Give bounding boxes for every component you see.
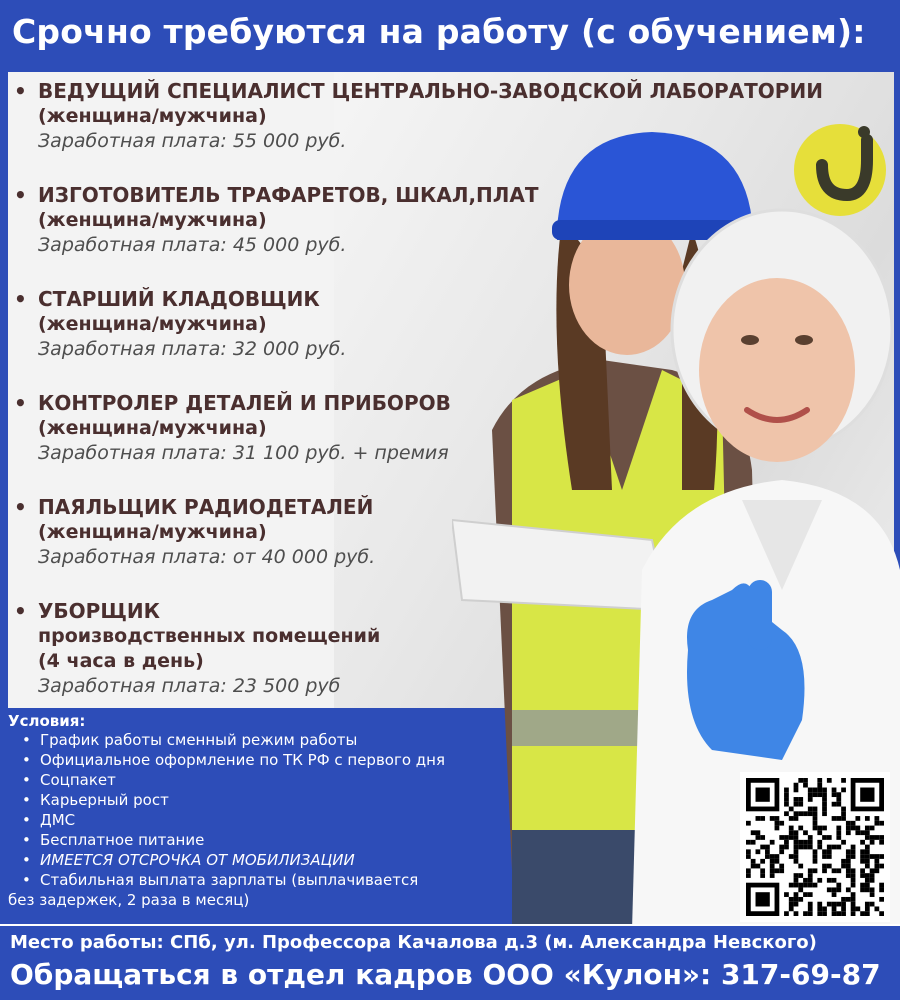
job-item [14,494,514,570]
condition-continuation: без задержек, 2 раза в месяц) [8,891,250,909]
condition-item [8,870,508,890]
job-salary: Заработная плата: 32 000 руб. [38,338,347,360]
condition-item [8,730,508,750]
page-title: Срочно требуются на работу (с обучением): [12,12,866,51]
condition-text: ДМС [40,811,76,829]
bullet-icon: • [22,771,31,789]
job-salary: Заработная плата: 45 000 руб. [38,234,347,256]
job-title-text: СТАРШИЙ КЛАДОВЩИК [38,287,320,311]
condition-item [8,770,508,790]
condition-text: Бесплатное питание [40,831,205,849]
job-title [14,78,823,104]
job-salary: Заработная плата: 31 100 руб. + премия [38,442,449,464]
bullet-icon: • [14,599,27,623]
condition-item [8,790,508,810]
job-title [14,286,514,312]
qr-code-icon [746,778,884,916]
condition-item [8,810,508,830]
job-gender: (женщина/мужчина) [38,417,267,439]
bullet-icon: • [14,495,27,519]
condition-text: Соцпакет [40,771,116,789]
job-item [14,286,514,362]
bullet-icon: • [22,811,31,829]
condition-item [8,830,508,850]
condition-item [8,750,508,770]
condition-text: Карьерный рост [40,791,169,809]
job-title-text: КОНТРОЛЕР ДЕТАЛЕЙ И ПРИБОРОВ [38,391,451,415]
job-title-text: УБОРЩИК [38,599,160,623]
condition-text: Стабильная выплата зарплаты (выплачивается [40,871,419,889]
bullet-icon: • [14,183,27,207]
bullet-icon: • [14,287,27,311]
qr-code[interactable] [740,772,890,922]
job-salary: Заработная плата: 55 000 руб. [38,130,347,152]
job-title-text: ВЕДУЩИЙ СПЕЦИАЛИСТ ЦЕНТРАЛЬНО-ЗАВОДСКОЙ ЛАБОРАТОРИИ [38,79,823,103]
job-item [14,182,539,258]
bullet-icon: • [22,871,31,889]
condition-text: ИМЕЕТСЯ ОТСРОЧКА ОТ МОБИЛИЗАЦИИ [40,851,355,869]
work-address: Место работы: СПб, ул. Профессора Качалова д.3 (м. Александра Невского) [10,932,817,953]
conditions-section [8,712,508,910]
job-gender: (женщина/мужчина) [38,105,267,127]
job-salary: Заработная плата: 23 500 руб [38,675,341,697]
company-logo-icon [794,124,886,216]
bullet-icon: • [22,751,31,769]
job-gender: (женщина/мужчина) [38,521,267,543]
job-item [14,390,514,466]
job-title [14,494,514,520]
conditions-title: Условия: [8,712,86,730]
job-title [14,598,514,624]
job-item [14,78,823,154]
job-item [14,598,514,699]
bullet-icon: • [22,831,31,849]
job-hours: (4 часа в день) [38,650,204,672]
job-title [14,390,514,416]
bullet-icon: • [14,79,27,103]
condition-text: График работы сменный режим работы [40,731,358,749]
conditions-list [8,730,508,890]
hr-contact: Обращаться в отдел кадров ООО «Кулон»: 317-69-87 [10,958,881,991]
job-gender: (женщина/мужчина) [38,209,267,231]
condition-text: Официальное оформление по ТК РФ с первого дня [40,751,445,769]
bullet-icon: • [14,391,27,415]
job-subtitle: производственных помещений [38,625,381,647]
condition-item-mobilization [8,850,508,870]
job-title [14,182,539,208]
job-title-text: ПАЯЛЬЩИК РАДИОДЕТАЛЕЙ [38,495,374,519]
bullet-icon: • [22,851,31,869]
job-gender: (женщина/мужчина) [38,313,267,335]
header-banner [0,0,900,72]
footer [0,926,900,1000]
job-salary: Заработная плата: от 40 000 руб. [38,546,376,568]
bullet-icon: • [22,791,31,809]
bullet-icon: • [22,731,31,749]
job-title-text: ИЗГОТОВИТЕЛЬ ТРАФАРЕТОВ, ШКАЛ,ПЛАТ [38,183,539,207]
